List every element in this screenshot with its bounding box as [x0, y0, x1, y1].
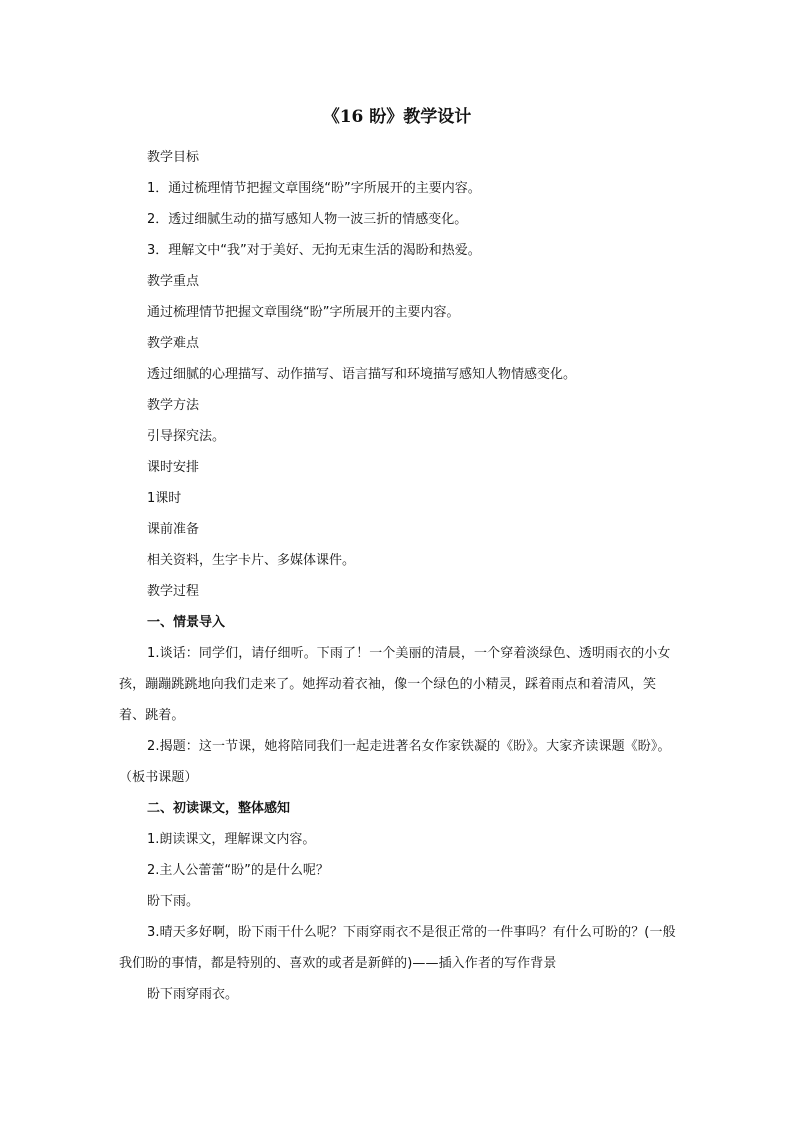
process-answer-2: 盼下雨穿雨衣。 — [147, 987, 239, 1002]
process-paragraph-2: 2.揭题：这一节课，她将陪同我们一起走进著名女作家铁凝的《盼》。大家齐读课题《盼》。（板书课题） — [119, 739, 671, 785]
heading-schedule: 课时安排 — [147, 460, 200, 475]
schedule-text: 1课时 — [147, 491, 182, 506]
process-step-2: 2.主人公蕾蕾“盼”的是什么呢？ — [147, 863, 329, 878]
process-paragraph-3: 3.晴天多好啊，盼下雨干什么呢？下雨穿雨衣不是很正常的一件事吗？有什么可盼的？(一般我们盼的事情，都是特别的、喜欢的或者是新鲜的)——插入作者的写作背景 — [119, 925, 676, 971]
key-points-text: 通过梳理情节把握文章围绕“盼”字所展开的主要内容。 — [147, 305, 460, 320]
heading-process: 教学过程 — [147, 584, 200, 599]
section-heading-2: 二、初读课文，整体感知 — [147, 801, 291, 816]
heading-preparation: 课前准备 — [147, 522, 200, 537]
process-paragraph-1: 1.谈话：同学们，请仔细听。下雨了！一个美丽的清晨，一个穿着淡绿色、透明雨衣的小女孩，蹦蹦跳跳地向我们走来了。她挥动着衣袖，像一个绿色的小精灵，踩着雨点和着清风，笑着、跳着。 — [119, 646, 671, 723]
heading-difficulties: 教学难点 — [147, 336, 200, 351]
process-step-1: 1.朗读课文，理解课文内容。 — [147, 832, 316, 847]
preparation-text: 相关资料，生字卡片、多媒体课件。 — [147, 553, 356, 568]
methods-text: 引导探究法。 — [147, 429, 226, 444]
heading-objectives: 教学目标 — [147, 150, 200, 165]
difficulties-text: 透过细腻的心理描写、动作描写、语言描写和环境描写感知人物情感变化。 — [147, 367, 577, 382]
section-heading-1: 一、情景导入 — [147, 615, 226, 630]
heading-key-points: 教学重点 — [147, 274, 200, 289]
objective-item-3: 3．理解文中“我”对于美好、无拘无束生活的渴盼和热爱。 — [147, 243, 481, 258]
objective-item-1: 1．通过梳理情节把握文章围绕“盼”字所展开的主要内容。 — [147, 181, 481, 196]
heading-methods: 教学方法 — [147, 398, 200, 413]
objective-item-2: 2．透过细腻生动的描写感知人物一波三折的情感变化。 — [147, 212, 468, 227]
document-body — [119, 142, 677, 1010]
document-title: 《16 盼》教学设计 — [322, 107, 472, 127]
process-answer-1: 盼下雨。 — [147, 894, 200, 909]
